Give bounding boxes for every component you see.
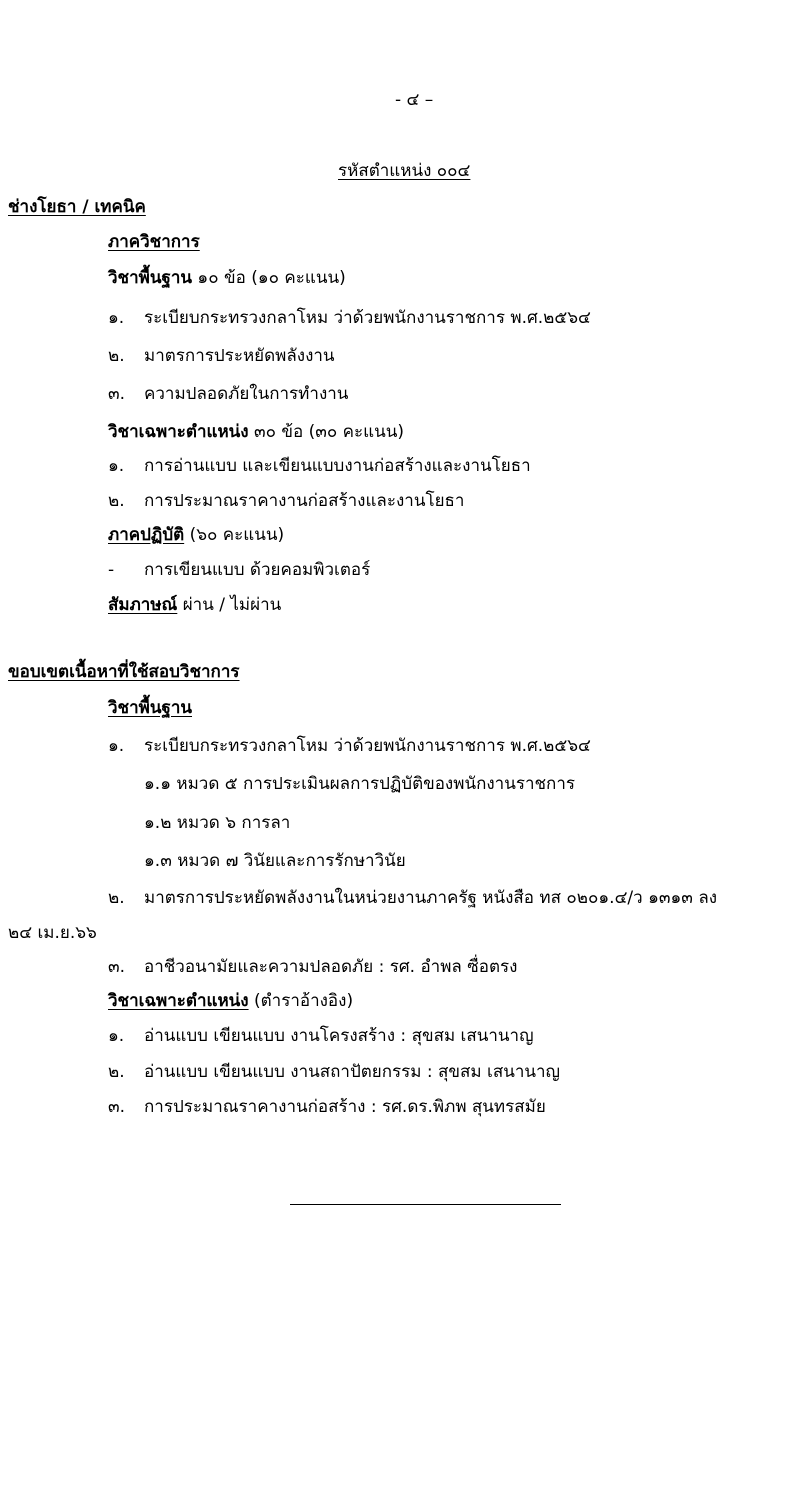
closing-divider <box>290 1204 561 1205</box>
list-item: ๒. อ่านแบบ เขียนแบบ งานสถาปัตยกรรม : สุขสม เสนานาญ <box>108 1062 561 1082</box>
list-item: ๑. การอ่านแบบ และเขียนแบบงานก่อสร้างและงานโยธา <box>108 456 531 476</box>
scope-basic-heading: วิชาพื้นฐาน <box>108 698 193 718</box>
sub-list-item: ๑.๓ หมวด ๗ วินัยและการรักษาวินัย <box>144 851 406 871</box>
scope-specific-note: (ตำราอ้างอิง) <box>248 991 354 1011</box>
scope-specific-line <box>108 990 353 1012</box>
academic-section-heading: ภาควิชาการ <box>108 232 200 252</box>
practical-section-detail: (๖๐ คะแนน) <box>184 525 285 545</box>
interview-label: สัมภาษณ์ <box>108 595 178 615</box>
sub-list-item: ๑.๒ หมวด ๖ การลา <box>144 813 291 833</box>
position-code: รหัสตำแหน่ง ๐๐๔ <box>338 161 471 181</box>
practical-section-heading: ภาคปฏิบัติ <box>108 525 185 545</box>
specific-subject-label: วิชาเฉพาะตำแหน่ง <box>108 422 249 442</box>
list-item: ๑. อ่านแบบ เขียนแบบ งานโครงสร้าง : สุขสม เสนานาญ <box>108 1026 534 1046</box>
interview-line <box>108 594 281 616</box>
list-item: ๓. ความปลอดภัยในการทำงาน <box>108 384 349 404</box>
list-item: ๑. ระเบียบกระทรวงกลาโหม ว่าด้วยพนักงานราชการ พ.ศ.๒๕๖๔ <box>108 308 591 328</box>
page-number: - ๔ – <box>395 90 434 110</box>
scope-specific-heading: วิชาเฉพาะตำแหน่ง <box>108 991 249 1011</box>
sub-list-item: ๑.๑ หมวด ๕ การประเมินผลการปฏิบัติของพนักงานราชการ <box>144 774 576 794</box>
list-item: ๑. ระเบียบกระทรวงกลาโหม ว่าด้วยพนักงานราชการ พ.ศ.๒๕๖๔ <box>108 736 591 756</box>
scope-heading: ขอบเขตเนื้อหาที่ใช้สอบวิชาการ <box>8 662 240 682</box>
practical-section-line <box>108 524 284 546</box>
list-item: ๒. มาตรการประหยัดพลังงานในหน่วยงานภาครัฐ หนังสือ ทส ๐๒๐๑.๔/ว ๑๓๑๓ ลง <box>108 888 718 908</box>
list-item: ๒. มาตรการประหยัดพลังงาน <box>108 346 335 366</box>
basic-subject-detail: ๑๐ ข้อ (๑๐ คะแนน) <box>192 268 346 288</box>
list-item: - การเขียนแบบ ด้วยคอมพิวเตอร์ <box>108 560 371 580</box>
list-item-continuation: ๒๔ เม.ย.๖๖ <box>8 923 97 943</box>
list-item: ๓. การประมาณราคางานก่อสร้าง : รศ.ดร.พิภพ สุนทรสมัย <box>108 1097 546 1117</box>
list-item: ๓. อาชีวอนามัยและความปลอดภัย : รศ. อำพล ซื่อตรง <box>108 957 518 977</box>
specific-subject-line <box>108 421 404 443</box>
list-item: ๒. การประมาณราคางานก่อสร้างและงานโยธา <box>108 491 465 511</box>
basic-subject-line <box>108 267 346 289</box>
interview-detail: ผ่าน / ไม่ผ่าน <box>177 595 282 615</box>
basic-subject-label: วิชาพื้นฐาน <box>108 268 193 288</box>
job-title: ช่างโยธา / เทคนิค <box>8 197 146 217</box>
specific-subject-detail: ๓๐ ข้อ (๓๐ คะแนน) <box>248 422 404 442</box>
